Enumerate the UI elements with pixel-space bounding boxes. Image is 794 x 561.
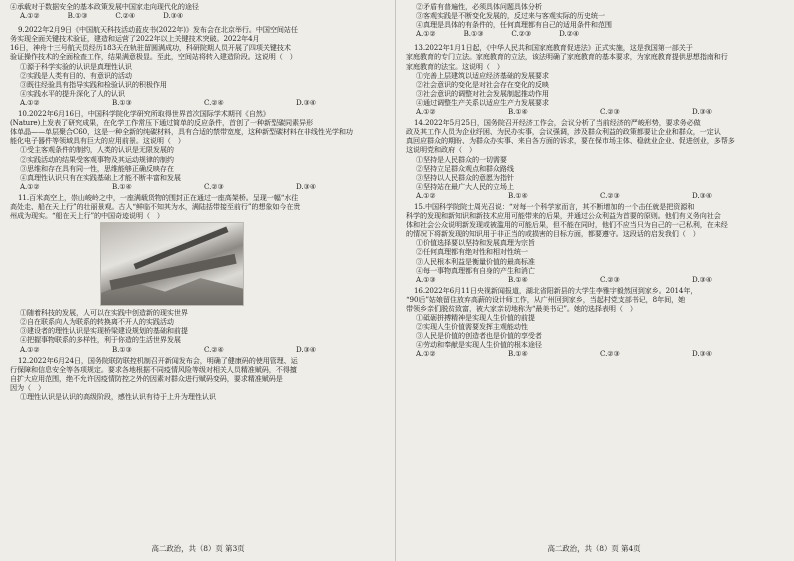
left-page <box>8 2 388 557</box>
choice-a: A.①② <box>416 107 436 117</box>
choice-c: C.②④ <box>204 344 224 354</box>
question-13 <box>404 43 784 116</box>
choice-a: A.①② <box>20 97 40 107</box>
choice-d: D.③④ <box>296 181 317 191</box>
page-footer: 高二政治，共（8）页 第4页 <box>547 543 641 553</box>
question-stem: 9.2022年2月9日《中国航天科技活动蓝皮书(2022年)》发布会在北京举行。中国空间站任 <box>18 25 298 35</box>
option: ②实践是人类有目的、有意识的活动 <box>20 70 132 80</box>
option: ④劳动和奉献是实现人生价值的根本途径 <box>416 340 542 350</box>
question-stem: 高处走、船在天上行”的壮丽景观。古人“鲜临不知其为水，满陆括带接至前行”的想象如今在贵 <box>10 201 301 211</box>
question-stem: 11.百米高空上，崇山峻岭之中，一座满载货物的围封正在通过一座高架桥。呈现一幅“水往 <box>18 192 299 202</box>
option: ②实现人生价值需要发挥主观能动性 <box>416 322 528 332</box>
choice-d: D.③④ <box>692 274 713 284</box>
question-stem: 14.2022年5月25日，国务院召开经济工作会，会议分析了当前经济的严峻形势，要求务必做 <box>414 118 701 128</box>
question-stem: 能化电子器件等领域具有巨大的应用前景。这说明（ ） <box>10 136 185 146</box>
question-stem: 科学的发现和新知识和新技术应用可能带来的后果，并通过公众利益为首要的原则。他们有义务向社会 <box>406 211 721 221</box>
option: ④真理性认识只有在实践基础上才能不断丰富和发展 <box>20 172 181 182</box>
option: ②社会意识的变化是对社会存在变化的反映 <box>416 79 549 89</box>
option: ②实践活动的结果受客观事物及其运动规律的制约 <box>20 154 174 164</box>
question-stem: 16日，神舟十三号航天员经历183天在轨驻留圆满成功，科研院期人员开展了四项关键技术 <box>10 43 291 53</box>
option: ①价值选择要以坚持和发展真理为宗旨 <box>416 238 535 248</box>
option: ②自在联系向人为联系的转换离不开人的实践活动 <box>20 317 174 327</box>
option: ③既往经验具有指导实践和检验认识的积极作用 <box>20 79 167 89</box>
question-stem: 这说明党和政府（ ） <box>406 145 476 155</box>
choice-d: D.③④ <box>296 344 317 354</box>
choice-a: A.①② <box>416 349 436 359</box>
choice-a: A.①② <box>20 181 40 191</box>
option: ②矛盾有普遍性，必须具体问题具体分析 <box>416 2 542 11</box>
question-stem: 带领乡亲们脱贫致富，被大家亲切地称为“最美书记”。她的选择表明（ ） <box>406 304 637 313</box>
question-stem: 政及其工作人员为企业纾困、为民办实事，会议强调，涉及群众利益的政策都要让企业和群众，一定认 <box>406 127 721 137</box>
choice-c: C.②③ <box>600 190 620 200</box>
option: ②任何真理都有绝对性和相对性统一 <box>416 247 528 257</box>
question-stem: 12.2022年6月24日，国务院联防联控机制召开新闻发布会，明确了健康码的使用管理、运 <box>18 355 298 365</box>
option: ①坚持是人民群众的一切需要 <box>416 154 507 164</box>
question-16 <box>404 286 784 359</box>
question-stem: 10.2022年6月16日，中国科学院化学研究所取得世界首次国际学术期刊《自然》 <box>18 109 270 119</box>
answer-choices <box>404 349 784 358</box>
bridge-photo <box>100 222 244 306</box>
question-stem: 验证操作技术的全面检查工作，结果满意极显。至此，空间站将转入建造阶段。这说明（ ） <box>10 52 297 62</box>
option: ④把握事物联系的多样性，利于你造的生活世界发展 <box>20 335 181 345</box>
question-9 <box>8 25 388 107</box>
question-stem: 15.中国科学院院士周光召说：“对每一个科学家而言，其不断增加的一个击任就是把资源和 <box>414 201 695 211</box>
option: ③坚持以人民群众的意愿为指针 <box>416 172 514 182</box>
answer-choices <box>8 182 388 191</box>
answer-choices <box>8 345 388 354</box>
question-14 <box>404 118 784 200</box>
option: ③建设者的理性认识是实现桥梁建设规划的基础和前提 <box>20 326 188 336</box>
option: ②坚持立足群众观点和群众路线 <box>416 163 514 173</box>
choice-c: C.②③ <box>600 349 620 359</box>
question-10 <box>8 109 388 191</box>
choice-a: A.①③ <box>416 274 436 284</box>
choice-d: D.③④ <box>692 107 713 117</box>
choice-b: B.①④ <box>508 190 528 200</box>
choice-b: B.①④ <box>508 274 528 284</box>
option: ①随着科技的发展，人可以在实践中创造新的现实世界 <box>20 308 188 318</box>
option: ④实践水平的提升深化了人的认识 <box>20 88 125 98</box>
option: ④通过调整生产关系以适应生产力发展要求 <box>416 97 549 107</box>
choice-c: C.②③ <box>600 107 620 117</box>
option: ④每一事物真理都有自身的产生和消亡 <box>416 265 535 275</box>
option: ③思维和存在具有同一性，思维能够正确反映存在 <box>20 163 174 173</box>
answer-choices <box>404 275 784 284</box>
right-page <box>404 2 784 557</box>
answer-choices <box>404 107 784 116</box>
question-stem: “90后”姑娘留住放弃高薪的设计师工作，从广州回到家乡，当起村党支部书记，8年间，她 <box>406 294 686 304</box>
option: ④真理是具体的有条件的，任何真理都有自己的适用条件和范围 <box>416 20 612 30</box>
choice-b: B.①④ <box>112 181 132 191</box>
option: ①理性认识是认识的高级阶段，感性认识有待于上升为理性认识 <box>20 392 216 401</box>
question-stem: 州成为现实。“船在天上行”的中国奇迹说明（ ） <box>10 211 164 221</box>
option: ①完善上层建筑以适应经济基础的发展要求 <box>416 70 549 80</box>
option: ③人民根本利益是衡量价值的最高标准 <box>416 256 535 266</box>
option: ①源于科学实验的认识是真理性认识 <box>20 61 132 71</box>
text-line: ④承载对于数据安全的基本政策发展中国家走向现代化的途径 <box>10 2 199 11</box>
option: ④坚持站在最广大人民的立场上 <box>416 181 514 191</box>
option: ③社会意识的调整对社会发展制起推动作用 <box>416 88 549 98</box>
question-stem: 体和社会公众说明新发现或被滥用的可能后果，但不能在同时，他们不应当只为自己的一己私利，在未经 <box>406 220 728 230</box>
page-footer: 高二政治，共（8）页 第3页 <box>151 543 245 553</box>
question-stem: 的情况下将新发现的知识用于非正当的或损害的目标方面，都要遵守。这段话的启发我们（ ） <box>406 229 700 239</box>
question-stem: 16.2022年6月11日央视新闻报道，湖北省阳新县的大学生李雅宇毅然回到家乡。2014年， <box>414 285 698 295</box>
choice-c: C.②④ <box>204 97 224 107</box>
question-stem: 家庭教育的法宝。这说明（ ） <box>406 61 504 71</box>
choice-d: D.③④ <box>692 349 713 359</box>
question-11 <box>8 193 388 354</box>
question-stem: 体单晶——单层聚合C60，这是一种全新的纯碳材料，具有合适的禁带宽度，这种新型碳材料在非线性光学和功 <box>10 127 353 137</box>
answer-choices <box>8 98 388 107</box>
question-stem: 务实现全面关键技术验证，建造和运营了2022年以上关键技术突破。2022年4月 <box>10 34 260 44</box>
option: ③客观实践是不断变化发展的，反过来与客观实际的历史统一 <box>416 11 605 21</box>
choice-b: B.①③ <box>112 97 132 107</box>
choice-d: D.③④ <box>296 97 317 107</box>
choice-line: A.①② B.①③ C.②③ D.②④ <box>416 29 580 39</box>
question-stem: 13.2022年1月1日起，《中华人民共和国家庭教育促进法》正式实施，这是我国第一部关于 <box>414 43 693 53</box>
question-stem: 因为（ ） <box>10 382 45 392</box>
choice-b: B.①③ <box>112 344 132 354</box>
answer-choices <box>404 191 784 200</box>
choice-b: B.①④ <box>508 349 528 359</box>
page-divider <box>395 0 396 561</box>
question-15 <box>404 202 784 284</box>
question-stem: 自扩大应用范围，绝不允许因疫情防控之外的因素对群众进行赋码变码，要求精准赋码是 <box>10 373 283 383</box>
choice-c: C.②③ <box>600 274 620 284</box>
question-stem: 家庭教育的专门立法。家庭教育的立法，该法明确了家庭教育的基本要求，为家庭教育提供思想指南和行 <box>406 52 728 62</box>
choice-d: D.③④ <box>692 190 713 200</box>
option: ①受主客观条件的制约，人类的认识是无限发展的 <box>20 145 174 155</box>
option: ①砥砺拼搏精神是实现人生价值的前提 <box>416 313 535 323</box>
question-stem: 行保障和信息安全等各项规定。要求各地根据不同疫情风险等级对相关人员精准赋码，不得擅 <box>10 364 297 374</box>
choice-b: B.①④ <box>508 107 528 117</box>
question-stem: (Nature)上发表了研究成果，在化学工作常压下通过简单的反应条件，首创了一种新型碳同素异形 <box>10 118 313 128</box>
choice-a: A.①② <box>416 190 436 200</box>
option: ③人民是价值的创造者也是价值的享受者 <box>416 331 542 341</box>
choice-line: A.①② B.①③ C.②④ D.③④ <box>20 11 184 21</box>
choice-c: C.②③ <box>204 181 224 191</box>
choice-a: A.①② <box>20 344 40 354</box>
question-12 <box>8 356 388 401</box>
question-stem: 真回应群众的期盼、为群众办实事、来自各方面的诉求，要在保市场主体、稳就业企业、促进创业，多帮多 <box>406 136 735 146</box>
